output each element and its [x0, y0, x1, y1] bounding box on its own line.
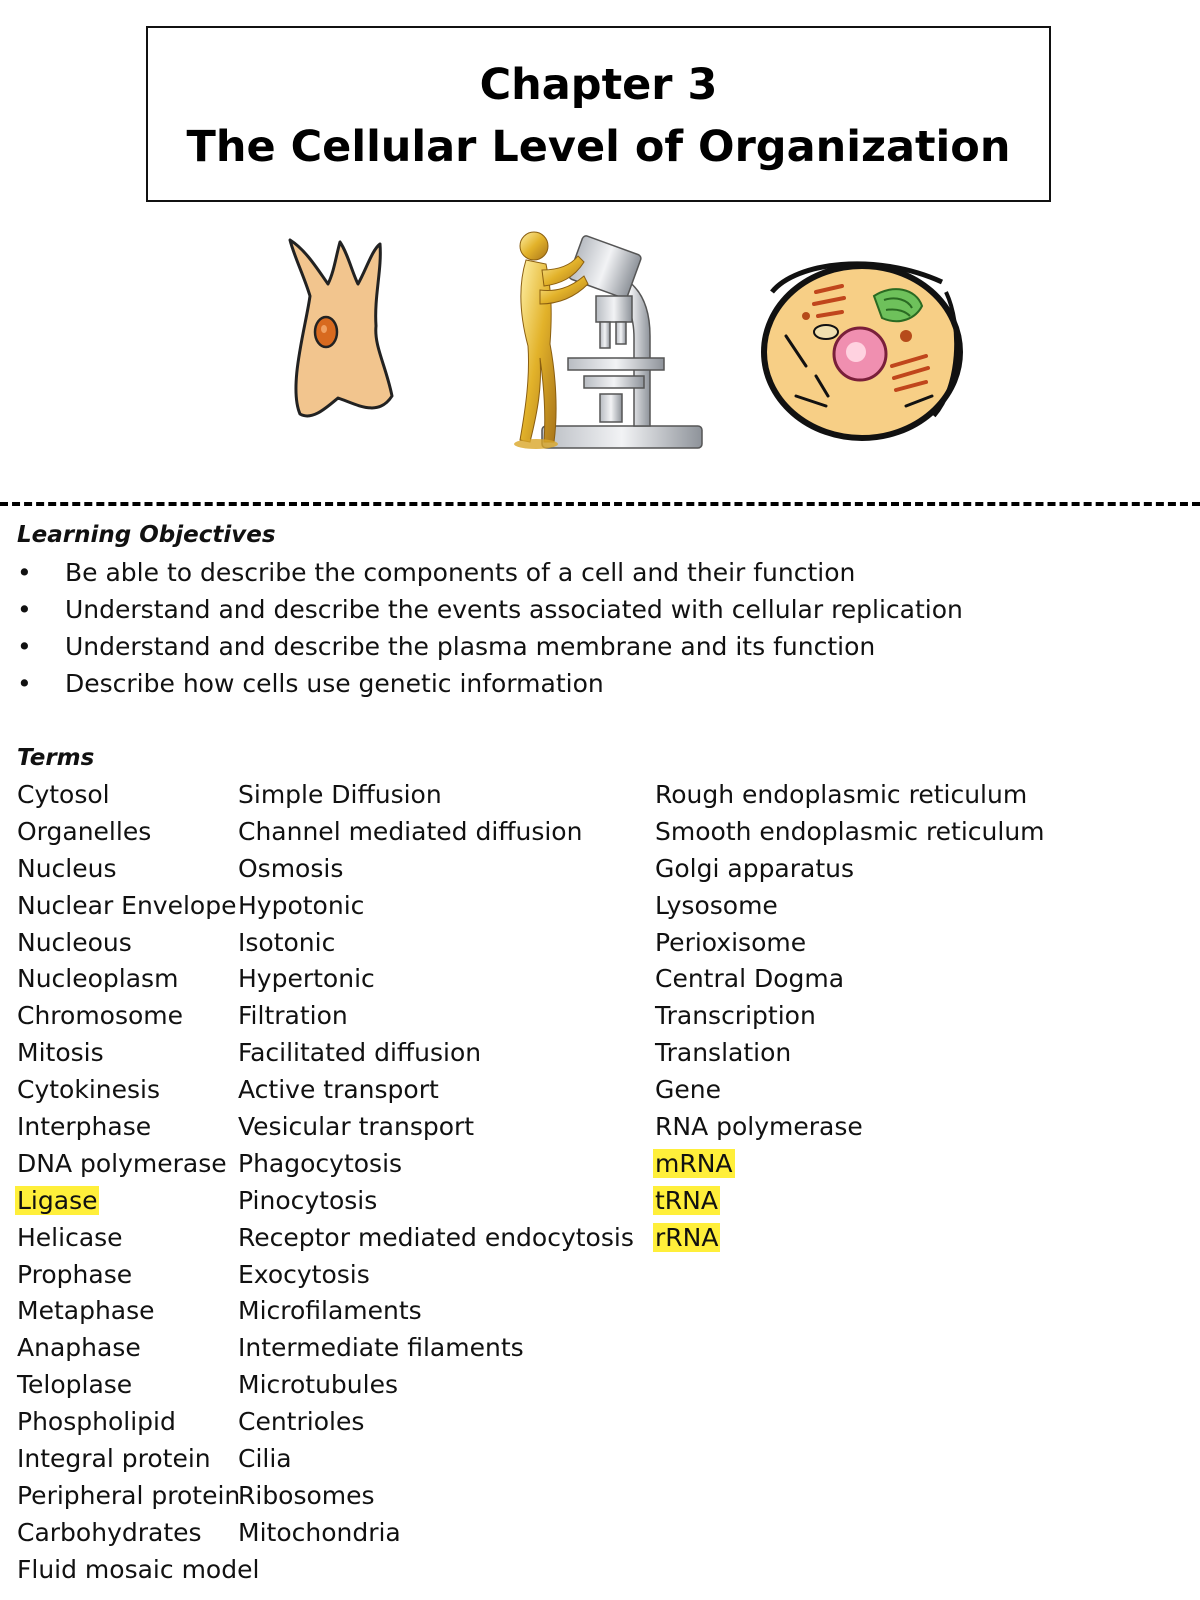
term: Phospholipid [17, 1407, 176, 1437]
term: Golgi apparatus [655, 853, 855, 883]
term: Centrioles [238, 1407, 365, 1437]
term: Hypotonic [238, 890, 365, 920]
terms-column-1 [17, 777, 259, 1589]
term-highlighted: mRNA [655, 1148, 733, 1178]
cell-icon [282, 236, 402, 426]
term: Nucleus [17, 853, 117, 883]
microscope-icon [500, 226, 710, 456]
term: Fluid mosaic model [17, 1554, 260, 1584]
chapter-number: Chapter 3 [479, 60, 718, 110]
term: Integral protein [17, 1444, 211, 1474]
term: Ribosomes [238, 1480, 375, 1510]
term: Cytosol [17, 780, 110, 809]
term: Organelles [17, 816, 152, 846]
term: Peripheral protein [17, 1480, 241, 1510]
term: Transcription [655, 1001, 816, 1031]
term: Simple Diffusion [238, 780, 442, 809]
chapter-title: The Cellular Level of Organization [186, 122, 1011, 172]
objectives-list [17, 554, 963, 702]
term: Prophase [17, 1259, 133, 1289]
term: Filtration [238, 1001, 348, 1031]
term: Mitosis [17, 1038, 104, 1068]
term-highlighted: Ligase [17, 1185, 98, 1215]
terms-heading: Terms [17, 745, 95, 771]
term-highlighted: rRNA [655, 1222, 719, 1252]
term: Pinocytosis [238, 1185, 378, 1215]
terms-column-2 [238, 777, 634, 1552]
term: Hypertonic [238, 964, 375, 994]
bullet-icon: • [17, 558, 32, 587]
term-highlighted: tRNA [655, 1185, 718, 1215]
bullet-icon: • [17, 632, 32, 661]
term: Mitochondria [238, 1517, 401, 1547]
term: Nucleous [17, 927, 132, 957]
bullet-icon: • [17, 595, 32, 624]
term: Intermediate filaments [238, 1333, 524, 1363]
term: Phagocytosis [238, 1148, 403, 1178]
term: Rough endoplasmic reticulum [655, 780, 1028, 809]
term: Cytokinesis [17, 1075, 160, 1105]
term: Nuclear Envelope [17, 890, 237, 920]
objective-item: • Understand and describe the plasma membrane and its function [17, 628, 963, 665]
title-box [146, 26, 1051, 202]
term: Metaphase [17, 1296, 155, 1326]
section-divider [0, 502, 1200, 506]
term: Translation [655, 1038, 792, 1068]
term: Smooth endoplasmic reticulum [655, 816, 1045, 846]
term: DNA polymerase [17, 1148, 227, 1178]
term: Active transport [238, 1075, 439, 1105]
terms-column-3 [655, 777, 1045, 1257]
term: Chromosome [17, 1001, 184, 1031]
term: Exocytosis [238, 1259, 370, 1289]
term: Osmosis [238, 853, 344, 883]
term: Gene [655, 1075, 721, 1105]
term: Vesicular transport [238, 1112, 475, 1142]
term: Receptor mediated endocytosis [238, 1222, 634, 1252]
term: Teloplase [17, 1370, 133, 1400]
term: Lysosome [655, 890, 778, 920]
term: Anaphase [17, 1333, 141, 1363]
bullet-icon: • [17, 669, 32, 698]
term: Microtubules [238, 1370, 398, 1400]
objective-item: • Be able to describe the components of a cell and their function [17, 554, 963, 591]
term: Nucleoplasm [17, 964, 179, 994]
term: Perioxisome [655, 927, 807, 957]
objectives-heading: Learning Objectives [17, 522, 276, 548]
term: Microfilaments [238, 1296, 422, 1326]
term: Carbohydrates [17, 1517, 202, 1547]
term: Cilia [238, 1444, 292, 1474]
organelle-cell-icon [756, 256, 966, 448]
term: Helicase [17, 1222, 123, 1252]
term: Facilitated diffusion [238, 1038, 482, 1068]
term: Isotonic [238, 927, 336, 957]
objective-item: • Describe how cells use genetic information [17, 665, 963, 702]
term: Channel mediated diffusion [238, 816, 583, 846]
term: RNA polymerase [655, 1112, 863, 1142]
objective-item: • Understand and describe the events associated with cellular replication [17, 591, 963, 628]
term: Central Dogma [655, 964, 845, 994]
term: Interphase [17, 1112, 152, 1142]
